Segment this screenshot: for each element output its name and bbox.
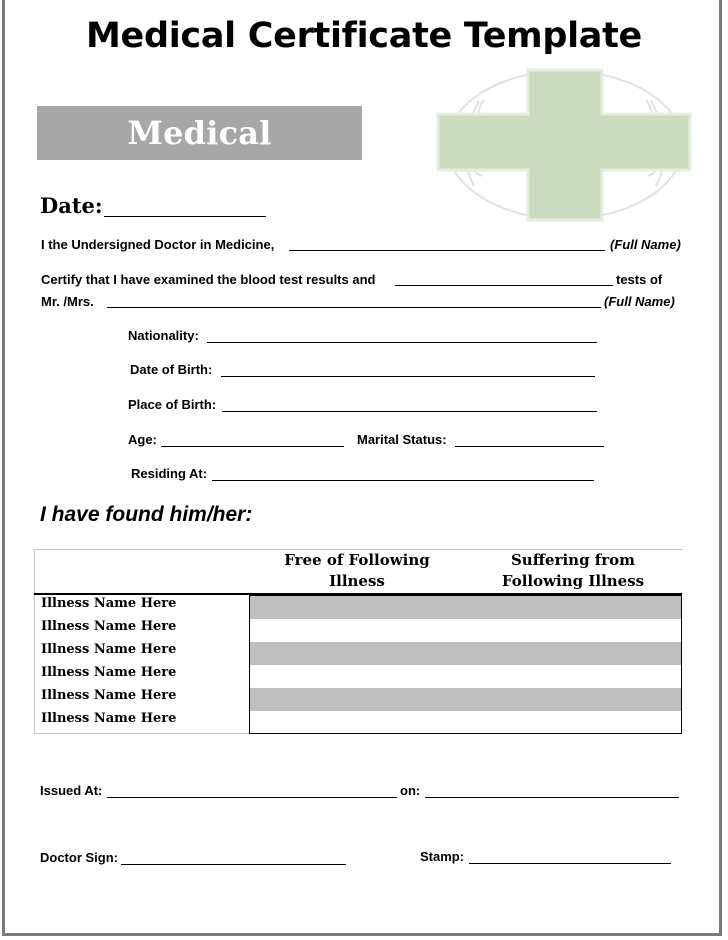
tests-of-label: tests of [616, 272, 663, 287]
table-row: Illness Name Here [41, 665, 177, 680]
table-row: Illness Name Here [41, 642, 177, 657]
dob-label: Date of Birth: [130, 362, 213, 377]
issued-on-label: on: [400, 783, 421, 798]
date-label: Date: [40, 193, 103, 218]
doctor-sign-field[interactable] [121, 864, 346, 865]
marital-status-field[interactable] [455, 446, 604, 447]
certificate-banner: Medical Certificate [37, 106, 362, 160]
pob-label: Place of Birth: [128, 397, 217, 412]
issued-on-field[interactable] [425, 797, 679, 798]
nationality-field[interactable] [207, 342, 597, 343]
pob-field[interactable] [222, 411, 597, 412]
illness-check-grid[interactable] [249, 595, 682, 734]
doctor-name-field[interactable] [289, 250, 605, 251]
table-row: Illness Name Here [41, 688, 177, 703]
nationality-label: Nationality: [128, 328, 199, 343]
doctor-line-label: I the Undersigned Doctor in Medicine, [41, 237, 275, 252]
table-row: Illness Name Here [41, 711, 177, 726]
table-row: Illness Name Here [41, 596, 177, 611]
stamp-label: Stamp: [420, 849, 465, 864]
certify-line-label: Certify that I have examined the blood test results and [41, 272, 376, 287]
grid-row-shaded [250, 596, 681, 619]
column-suffering-header [478, 550, 668, 592]
issued-at-field[interactable] [107, 797, 397, 798]
found-heading: I have found him/her: [40, 503, 253, 526]
patient-name-field[interactable] [107, 307, 601, 308]
doctor-sign-label: Doctor Sign: [40, 850, 118, 865]
column-suffering-line-2: Following Illness [501, 572, 645, 590]
column-free-line-1: Free of Following [284, 551, 430, 569]
marital-status-label: Marital Status: [357, 432, 447, 447]
page-title: Medical Certificate Template [86, 16, 642, 56]
stamp-field[interactable] [469, 863, 671, 864]
patient-line-label: Mr. /Mrs. [41, 294, 94, 309]
illness-name-column [34, 595, 250, 734]
grid-row-shaded [250, 688, 681, 711]
column-free-header [262, 550, 452, 592]
medical-cross-logo [434, 66, 696, 224]
column-free-line-2: Illness [329, 572, 385, 590]
date-field[interactable] [104, 216, 266, 217]
residing-label: Residing At: [131, 466, 208, 481]
residing-field[interactable] [212, 480, 594, 481]
age-field[interactable] [161, 446, 344, 447]
grid-row-shaded [250, 642, 681, 665]
test-type-field[interactable] [395, 285, 613, 286]
patient-full-name-hint: (Full Name) [604, 294, 675, 309]
dob-field[interactable] [221, 376, 595, 377]
table-row: Illness Name Here [41, 619, 177, 634]
issued-at-label: Issued At: [40, 783, 103, 798]
column-suffering-line-1: Suffering from [510, 551, 636, 569]
age-label: Age: [128, 432, 157, 447]
doctor-full-name-hint: (Full Name) [610, 237, 681, 252]
